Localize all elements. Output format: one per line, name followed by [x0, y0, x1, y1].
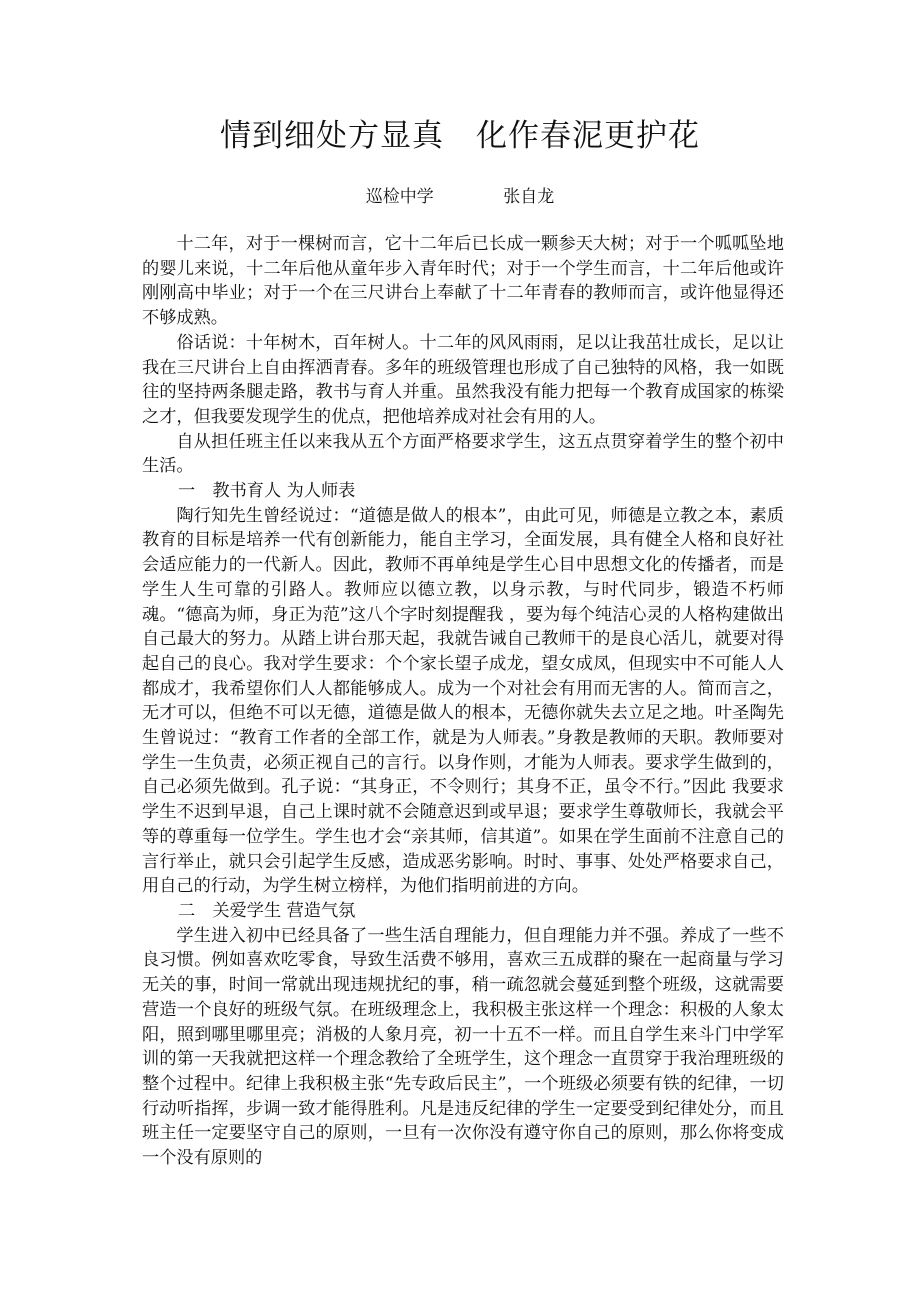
paragraph: 十二年，对于一棵树而言，它十二年后已长成一颗参天大树；对于一个呱呱坠地的婴儿来说，十二年后他从童年步入青年时代；对于一个学生而言，十二年后他或许刚刚高中毕业；对于一个在三尺讲台上奉献了十二年青春的教师而言，或许他显得还不够成熟。: [142, 234, 784, 329]
author-name: 张自龙: [503, 187, 555, 207]
paragraph: 学生进入初中已经具备了一些生活自理能力，但自理能力并不强。养成了一些不良习惯。例如喜欢吃零食，导致生活费不够用，喜欢三五成群的聚在一起商量与学习无关的事，时间一常就出现违规扰纪的事，稍一疏忽就会蔓延到整个班级，这就需要营造一个良好的班级气氛。在班级理念上，我积极主张这样一个理念：积极的人象太阳，照到哪里哪里亮；消极的人象月亮，初一十五不一样。而且自学生来斗门中学军训的第一天我就把这样一个理念教给了全班学生，这个理念一直贯穿于我治理班级的整个过程中。纪律上我积极主张“先专政后民主”，一个班级必须要有铁的纪律，一切行动听指挥，步调一致才能得胜利。凡是违反纪律的学生一定要受到纪律处分，而且班主任一定要坚守自己的原则，一旦有一次你没有遵守你自己的原则，那么你将变成一个没有原则的: [142, 925, 784, 1169]
section-heading: 一 教书育人 为人师表: [178, 481, 356, 502]
section-heading: 二 关爱学生 营造气氛: [178, 900, 356, 921]
document-title: 情到细处方显真 化作春泥更护花: [220, 118, 700, 154]
paragraph: 俗话说：十年树木，百年树人。十二年的风风雨雨，足以让我茁壮成长，足以让我在三尺讲台上自由挥洒青春。多年的班级管理也形成了自己独特的风格，我一如既往的坚持两条腿走路，教书与育人并重。虽然我没有能力把每一个教育成国家的栋梁之才，但我要发现学生的优点，把他培养成对社会有用的人。: [142, 332, 784, 427]
paragraph: 自从担任班主任以来我从五个方面严格要求学生，这五点贯穿着学生的整个初中生活。: [142, 431, 784, 477]
byline: [0, 186, 920, 208]
paragraph: 陶行知先生曾经说过：“道德是做人的根本”，由此可见，师德是立教之本，素质教育的目标是培养一代有创新能力，能自主学习，全面发展，具有健全人格和良好社会适应能力的一代新人。因此，教师不再单纯是学生心目中思想文化的传播者，而是学生人生可靠的引路人。教师应以德立教，以身示教，与时代同步，锻造不朽师魂。“德高为师，身正为范”这八个字时刻提醒我 ，要为每个纯洁心灵的人格构建做出自己最大的努力。从踏上讲台那天起，我就告诫自己教师干的是良心活儿，就要对得起自己的良心。我对学生要求：个个家长望子成龙，望女成凤，但现实中不可能人人都成才，我希望你们人人都能够成人。成为一个对社会有用而无害的人。简而言之，无才可以，但绝不可以无德，道德是做人的根本，无德你就失去立足之地。叶圣陶先生曾说过：“教育工作者的全部工作，就是为人师表。”身教是教师的天职。教师要对学生一生负责，必须正视自己的言行。以身作则，才能为人师表。要求学生做到的，自己必须先做到。孔子说：“其身正，不令则行；其身不正，虽令不行。”因此 我要求学生不迟到早退，自己上课时就不会随意迟到或早退；要求学生尊敬师长，我就会平等的尊重每一位学生。学生也才会“亲其师，信其道”。如果在学生面前不注意自己的言行举止，就只会引起学生反感，造成恶劣影响。时时、事事、处处严格要求自己，用自己的行动，为学生树立榜样，为他们指明前进的方向。: [142, 505, 784, 897]
article-body: [142, 232, 784, 1171]
school-name: 巡检中学: [365, 187, 434, 207]
